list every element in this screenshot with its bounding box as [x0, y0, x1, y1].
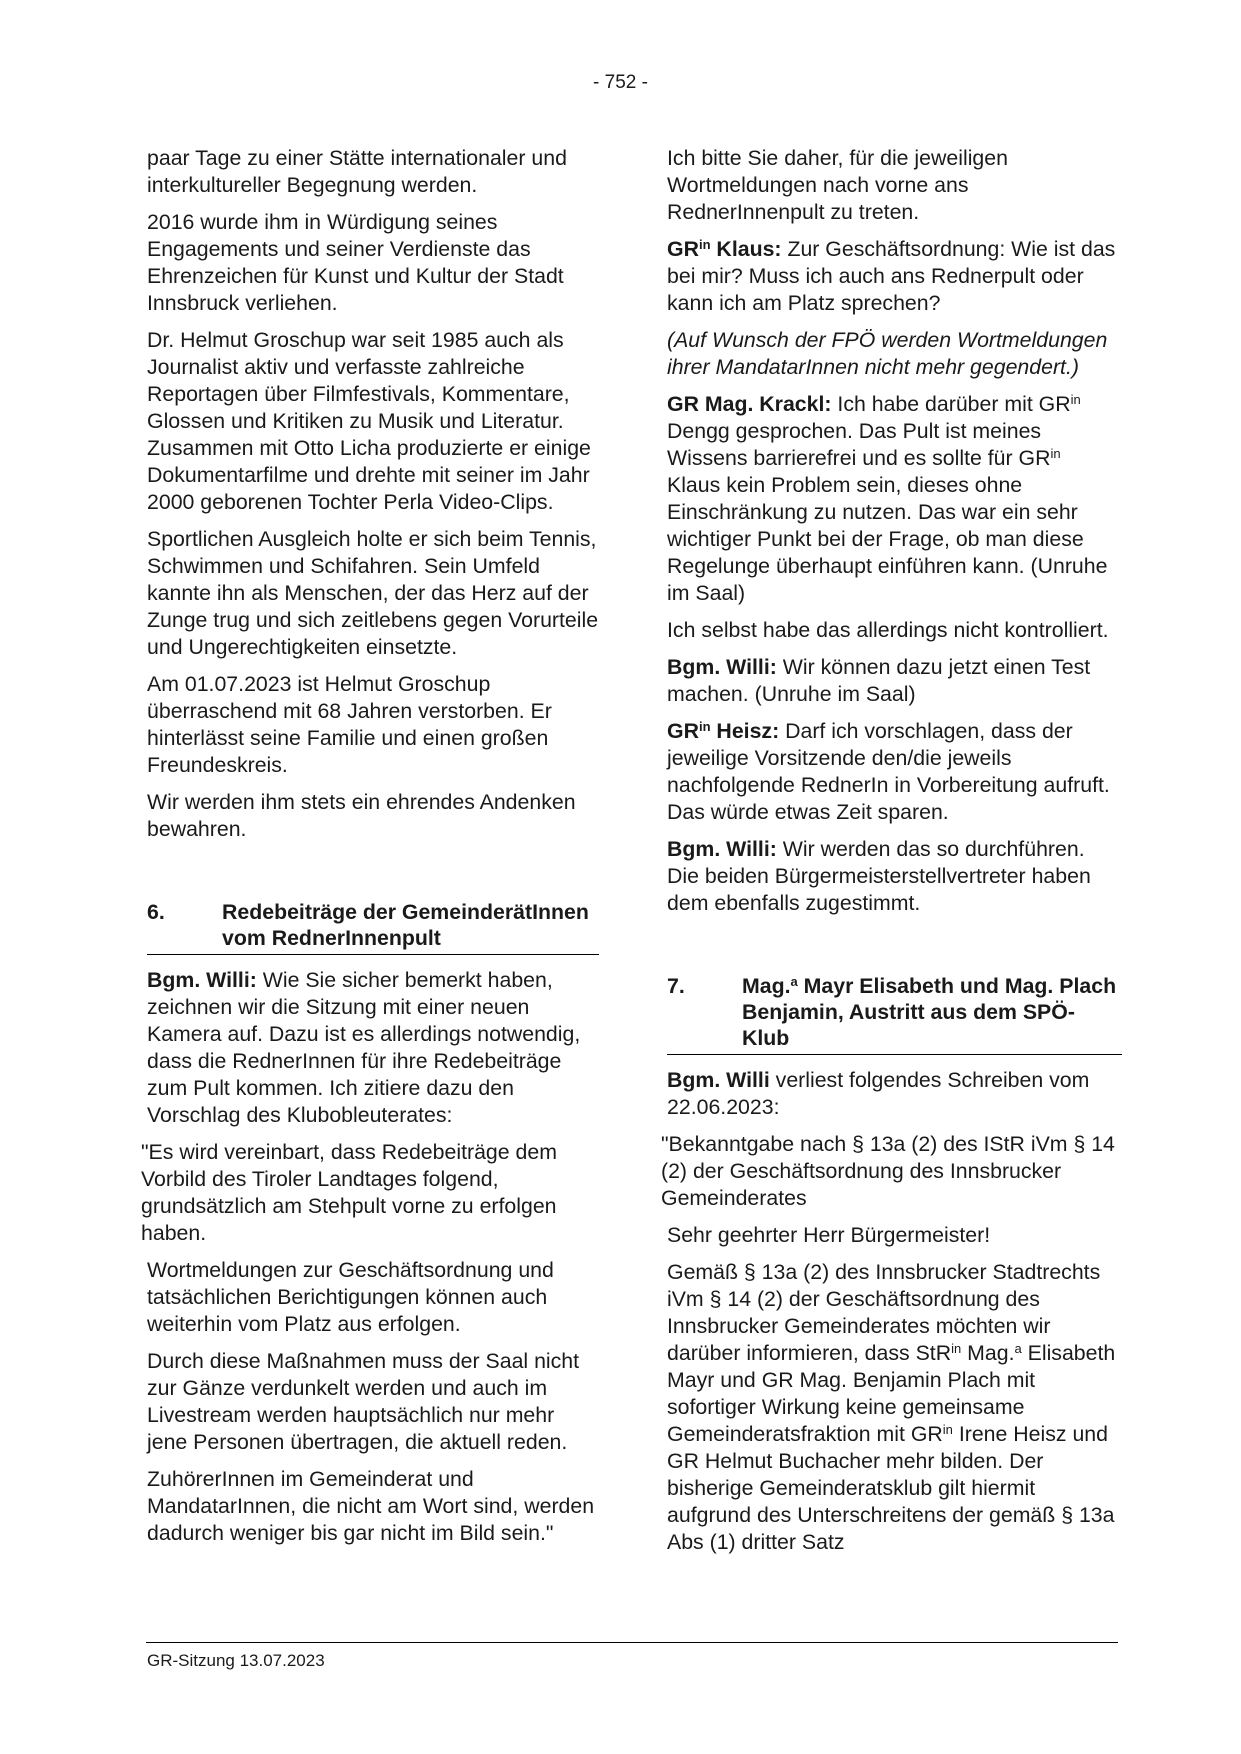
quote-paragraph: Durch diese Maßnahmen muss der Saal nicht zur Gänze verdunkelt werden und auch im Livestream werden hauptsächlich nur mehr jene Personen übertragen, die aktuell reden.	[147, 1349, 580, 1454]
quote-paragraph: Gemäß § 13a (2) des Innsbrucker Stadtrechts iVm § 14 (2) der Geschäftsordnung des Innsbrucker Gemeinderates möchten wir darüber informieren, dass StR$^{in}$ Mag.$^a$ Elisabeth Mayr und GR Mag. Benjamin Plach mit sofortiger Wirkung keine gemeinsame Gemeinderatsfraktion mit $GR^{in}$ Irene Heisz und GR Helmut Buchacher mehr bilden. Der bisherige Gemeinderatsklub gilt hiermit aufgrund des Unterschreitens der gemäß § 13a Abs (1) dritter Satz	[667, 1260, 1116, 1554]
speech-text: Zur Geschäftsordnung: Wie ist das bei mir? Muss ich auch ans Rednerpult oder kann ich am Platz sprechen?	[667, 237, 1116, 315]
speaker-name: Bgm. Willi:	[147, 968, 257, 992]
speech	[667, 1067, 1119, 1121]
quote-paragraph: "Es wird vereinbart, dass Redebeiträge dem Vorbild des Tiroler Landtages folgend, grundsätzlich am Stehpult vorne zu erfolgen haben.	[141, 1140, 557, 1245]
speaker-name: Bgm. Willi:	[667, 655, 777, 679]
footer-divider	[146, 1642, 1118, 1643]
speech-text: Wir werden das so durchführen. Die beiden Bürgermeisterstellvertreter haben dem ebenfalls zugestimmt.	[667, 837, 1091, 915]
section-number: 7.	[667, 974, 685, 998]
quote-paragraph: "Bekanntgabe nach § 13a (2) des IStR iVm § 14 (2) der Geschäftsordnung des Innsbrucker Gemeinderates	[661, 1132, 1115, 1210]
paragraph: Sportlichen Ausgleich holte er sich beim Tennis, Schwimmen und Schifahren. Sein Umfeld kannte ihn als Menschen, der das Herz auf der Zunge trug und sich zeitlebens gegen Vorurteile und Ungerechtigkeiten einsetzte.	[147, 527, 599, 659]
speech-text: Wie Sie sicher bemerkt haben, zeichnen wir die Sitzung mit einer neuen Kamera auf. Dazu ist es allerdings notwendig, dass die RednerInnen für ihre Redebeiträge zum Pult kommen. Ich zitiere dazu den Vorschlag des Klubobleuterates:	[147, 968, 581, 1127]
page-number: - 752 -	[593, 72, 648, 93]
paragraph: Dr. Helmut Groschup war seit 1985 auch als Journalist aktiv und verfasste zahlreiche Reportagen über Filmfestivals, Kommentare, Glossen und Kritiken zu Musik und Literatur. Zusammen mit Otto Licha produzierte er einige Dokumentarfilme und drehte mit seiner im Jahr 2000 geborenen Tochter Perla Video-Clips.	[147, 328, 591, 514]
paragraph: Am 01.07.2023 ist Helmut Groschup überraschend mit 68 Jahren verstorben. Er hinterlässt seine Familie und einen großen Freundeskreis.	[147, 672, 552, 777]
speech	[667, 654, 1119, 708]
paragraph: Wir werden ihm stets ein ehrendes Andenken bewahren.	[147, 790, 576, 841]
speech	[667, 391, 1119, 607]
left-column	[141, 145, 599, 1557]
speech	[667, 236, 1119, 317]
speaker-name: Bgm. Willi	[667, 1068, 770, 1092]
section-title: Redebeiträge der GemeinderätInnen vom RednerInnenpult	[222, 900, 589, 950]
paragraph: paar Tage zu einer Stätte internationaler und interkultureller Begegnung werden.	[147, 146, 567, 197]
section-number: 6.	[147, 900, 165, 924]
speech	[147, 967, 599, 1129]
speech	[667, 718, 1119, 826]
editorial-note: (Auf Wunsch der FPÖ werden Wortmeldungen ihrer MandatarInnen nicht mehr gegendert.)	[667, 328, 1108, 379]
quote-paragraph: Wortmeldungen zur Geschäftsordnung und tatsächlichen Berichtigungen können auch weiterhin vom Platz aus erfolgen.	[147, 1258, 554, 1336]
speech-text: Ich habe darüber mit $GR^{in}$ Dengg gesprochen. Das Pult ist meines Wissens barrierefrei und es sollte für $GR^{in}$ Klaus kein Problem sein, dieses ohne Einschränkung zu nutzen. Das war ein sehr wichtiger Punkt bei der Frage, ob man diese Regelunge überhaupt einführen kann. (Unruhe im Saal)	[667, 392, 1108, 605]
section-title: Mag.$^a$ Mayr Elisabeth und Mag. Plach Benjamin, Austritt aus dem SPÖ-Klub	[742, 974, 1117, 1050]
section-6-heading	[147, 899, 599, 955]
section-7-heading	[667, 973, 1122, 1055]
paragraph: 2016 wurde ihm in Würdigung seines Engagements und seiner Verdienste das Ehrenzeichen für Kunst und Kultur der Stadt Innsbruck verliehen.	[147, 210, 564, 315]
speaker-name: Bgm. Willi:	[667, 837, 777, 861]
speech-text: verliest folgendes Schreiben vom 22.06.2023:	[667, 1068, 1090, 1119]
speaker-name: GR Mag. Krackl:	[667, 392, 832, 416]
footer-session-date: GR-Sitzung 13.07.2023	[147, 1651, 325, 1670]
right-column	[661, 145, 1119, 1566]
quote-paragraph: Sehr geehrter Herr Bürgermeister!	[667, 1223, 991, 1247]
speaker-name: $GR^{in}$ Klaus:	[667, 237, 782, 261]
speech	[667, 836, 1119, 917]
quote-paragraph: ZuhörerInnen im Gemeinderat und MandatarInnen, die nicht am Wort sind, werden dadurch weniger bis gar nicht im Bild sein."	[147, 1467, 595, 1545]
speaker-name: $GR^{in}$ Heisz:	[667, 719, 780, 743]
speech-text: Wir können dazu jetzt einen Test machen. (Unruhe im Saal)	[667, 655, 1091, 706]
paragraph: Ich bitte Sie daher, für die jeweiligen Wortmeldungen nach vorne ans RednerInnenpult zu treten.	[667, 146, 1008, 224]
paragraph: Ich selbst habe das allerdings nicht kontrolliert.	[667, 618, 1109, 642]
speech-text: Darf ich vorschlagen, dass der jeweilige Vorsitzende den/die jeweils nachfolgende RednerIn in Vorbereitung aufruft. Das würde etwas Zeit sparen.	[667, 719, 1110, 824]
